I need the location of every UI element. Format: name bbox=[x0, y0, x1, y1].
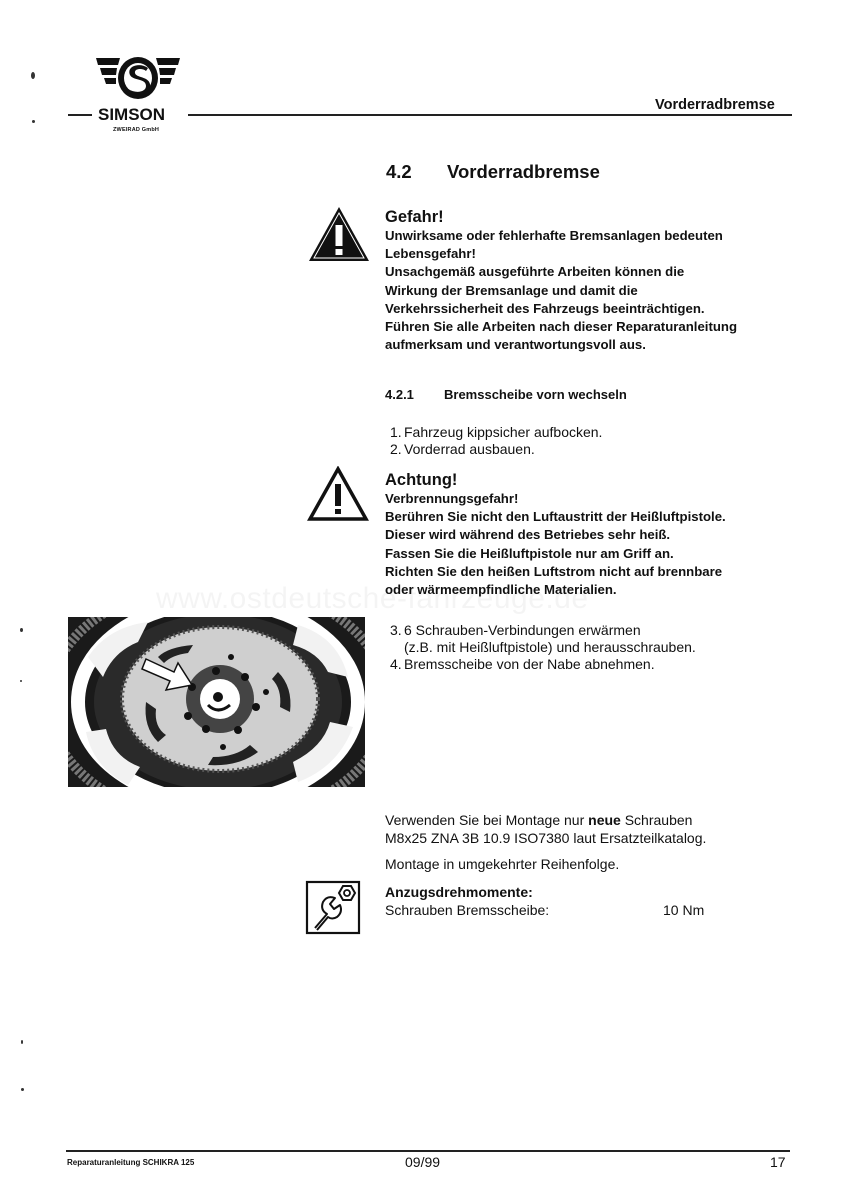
watermark bbox=[156, 582, 589, 616]
caution-line: oder wärmeempfindliche Materialien. bbox=[385, 582, 617, 598]
warning-triangle-outline-icon bbox=[307, 466, 369, 522]
danger-line: Wirkung der Bremsanlage und damit die bbox=[385, 282, 638, 298]
danger-line: Verkehrssicherheit des Fahrzeugs beeinträchtigen. bbox=[385, 300, 705, 316]
list-item: 3. 6 Schrauben-Verbindungen erwärmen bbox=[390, 622, 641, 638]
wrench-nut-icon bbox=[305, 880, 361, 935]
caution-line: Verbrennungsgefahr! bbox=[385, 491, 519, 506]
scan-artifact bbox=[20, 628, 23, 632]
danger-title: Gefahr! bbox=[385, 208, 444, 226]
header-rule-left bbox=[68, 114, 92, 116]
section-number: 4.2 bbox=[386, 161, 412, 182]
section-heading bbox=[386, 161, 600, 183]
emphasis-neue: neue bbox=[588, 812, 621, 828]
caution-line: Richten Sie den heißen Luftstrom nicht auf brennbare bbox=[385, 563, 723, 579]
assembly-note: Verwenden Sie bei Montage nur neue Schrauben M8x25 ZNA 3B 10.9 ISO7380 laut Ersatzteilkatalog. bbox=[385, 812, 707, 846]
brake-disc-illustration bbox=[68, 617, 365, 787]
caution-line: Fassen Sie die Heißluftpistole nur am Griff an. bbox=[385, 545, 674, 561]
list-item: 1. Fahrzeug kippsicher aufbocken. bbox=[390, 424, 603, 440]
footer-date: 09/99 bbox=[405, 1154, 441, 1170]
torque-label: Schrauben Bremsscheibe: bbox=[385, 901, 550, 918]
scan-artifact bbox=[21, 1040, 23, 1044]
caution-title: Achtung! bbox=[385, 471, 458, 489]
header-rule bbox=[188, 114, 792, 116]
danger-line: Lebensgefahr! bbox=[385, 246, 476, 262]
subsection-heading bbox=[385, 387, 627, 402]
caution-line: Berühren Sie nicht den Luftaustritt der Heißluftpistole. bbox=[385, 509, 726, 525]
caution-notice bbox=[385, 471, 726, 599]
subsection-title: Bremsscheibe vorn wechseln bbox=[444, 387, 627, 402]
running-header-title: Vorderradbremse bbox=[655, 97, 775, 113]
list-item: 2. Vorderrad ausbauen. bbox=[390, 441, 535, 457]
torque-title: Anzugsdrehmomente: bbox=[385, 884, 533, 900]
danger-line: Unsachgemäß ausgeführte Arbeiten können die bbox=[385, 264, 685, 280]
brand-subtitle: ZWEIRAD GmbH bbox=[113, 127, 160, 133]
page-number: 17 bbox=[770, 1154, 786, 1170]
subsection-number: 4.2.1 bbox=[385, 387, 414, 402]
scan-artifact bbox=[32, 120, 35, 123]
brake-disc-photo bbox=[68, 617, 365, 787]
list-item-continuation: (z.B. mit Heißluftpistole) und herausschrauben. bbox=[404, 639, 696, 655]
caution-line: Dieser wird während des Betriebes sehr heiß. bbox=[385, 527, 671, 543]
footer-rule bbox=[66, 1150, 790, 1152]
footer-manual-title: Reparaturanleitung SCHIKRA 125 bbox=[67, 1158, 195, 1167]
scan-artifact bbox=[21, 1088, 24, 1091]
scan-artifact bbox=[20, 680, 22, 682]
danger-line: aufmerksam und verantwortungsvoll aus. bbox=[385, 337, 646, 353]
danger-notice bbox=[385, 208, 737, 354]
scan-artifact bbox=[31, 72, 35, 79]
warning-triangle-filled-icon bbox=[307, 205, 371, 263]
brand-name: SIMSON bbox=[98, 105, 166, 124]
torque-value: 10 Nm bbox=[663, 902, 705, 918]
simson-logo-icon bbox=[96, 56, 180, 112]
torque-spec bbox=[385, 884, 549, 919]
step-list-1 bbox=[390, 424, 602, 458]
section-title: Vorderradbremse bbox=[447, 161, 600, 182]
danger-line: Führen Sie alle Arbeiten nach dieser Reparaturanleitung bbox=[385, 319, 737, 335]
danger-line: Unwirksame oder fehlerhafte Bremsanlagen bedeuten bbox=[385, 228, 723, 243]
step-list-2 bbox=[390, 622, 696, 673]
assembly-order: Montage in umgekehrter Reihenfolge. bbox=[385, 856, 620, 872]
list-item: 4. Bremsscheibe von der Nabe abnehmen. bbox=[390, 656, 655, 672]
